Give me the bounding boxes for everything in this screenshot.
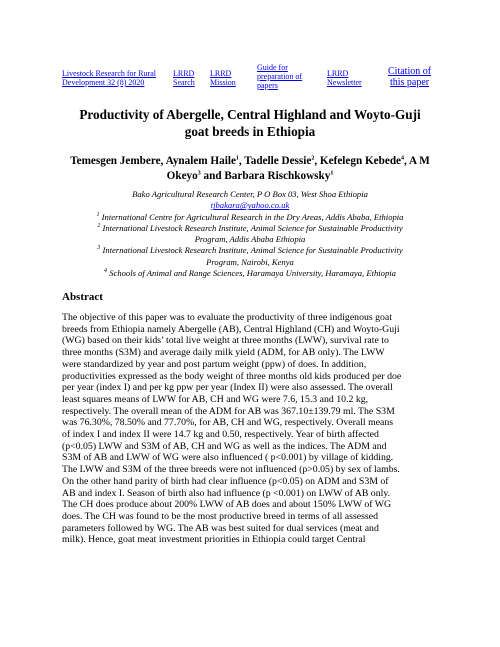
citation-link-line-1: Citation of (388, 66, 432, 77)
abstract-line: parameters followed by WG. The AB was best suited for dual services (meat and (62, 522, 379, 534)
abstract-line: The CH does produce about 200% LWW of AB does and about 150% LWW of WG (62, 499, 392, 511)
abstract-line: of index I and index II were 14.7 kg and 0.50, respectively. Year of birth affected (62, 429, 379, 441)
guide-link-line-3: papers (257, 81, 278, 90)
author-list (46, 154, 454, 184)
abstract-line: was 76.30%, 78.50% and 77.70%, for AB, CH and WG, respectively. Overall means (62, 417, 394, 429)
abstract-line: breeds from Ethiopia namely Abergelle (AB), Central Highland (CH) and Woyto-Guji (62, 323, 400, 335)
affiliation-4-number: 4 (104, 268, 108, 275)
abstract-line: (WG) based on their kids’ total live weight at three months (LWW), survival rate to (62, 335, 389, 347)
journal-issue-line-2: Development 32 (8) 2020 (62, 78, 145, 87)
author-5-part-1: , A M (404, 155, 430, 167)
author-6-affiliation: 1 (330, 170, 334, 177)
abstract-line: The LWW and S3M of the three breeds were not influenced (p>0.05) by sex of lambs. (62, 464, 400, 476)
mission-link-line-1: LRRD (210, 69, 232, 78)
author-2: Aynalem Haile (165, 155, 236, 167)
author-1: Temesgen Jembere, (70, 155, 166, 167)
abstract-line: were standardized by year and post partum weight (ppw) of does. In addition, (62, 358, 367, 370)
lrrd-search-link[interactable] (173, 69, 195, 87)
affiliation-3-number: 3 (97, 245, 101, 252)
abstract-line: three months (S3M) and average daily milk yield (ADM, for AB only). The LWW (62, 347, 385, 359)
title-line-2: goat breeds in Ethiopia (184, 124, 316, 139)
author-5-affiliation: 3 (197, 170, 201, 177)
abstract-line: least squares means of LWW for AB, CH and WG were 7.6, 15.3 and 10.2 kg, (62, 393, 369, 405)
abstract-heading: Abstract (62, 291, 103, 303)
journal-issue-line-1: Livestock Research for Rural (62, 69, 156, 78)
journal-issue-link[interactable] (62, 69, 156, 87)
affiliation-bako: Bako Agricultural Research Center, P O Box 03, West Shoa Ethiopia (132, 189, 368, 199)
citation-link[interactable] (388, 66, 431, 88)
top-navigation (62, 63, 472, 94)
abstract-body (62, 312, 450, 546)
affiliation-2-text-1: International Livestock Research Institute, Animal Science for Sustainable Productivity (102, 222, 403, 233)
paper-title (40, 106, 460, 140)
abstract-line: (p<0.05) LWW and S3M of AB, CH and WG as well as the indices. The ADM and (62, 440, 387, 452)
affiliation-4-text: Schools of Animal and Range Sciences, Haramaya University, Haramaya, Ethiopia (109, 268, 396, 279)
guide-for-papers-link[interactable] (257, 63, 302, 90)
affiliation-2-number: 2 (97, 223, 101, 230)
author-2-affiliation: 1 (235, 155, 239, 162)
newsletter-link-line-1: LRRD (327, 69, 349, 78)
abstract-line: The objective of this paper was to evaluate the productivity of three indigenous goat (62, 312, 392, 323)
author-4-affiliation: 4 (401, 155, 405, 162)
search-link-line-1: LRRD (173, 69, 195, 78)
author-3: , Tadelle Dessie (238, 155, 312, 167)
author-6: and Barbara Rischkowsky (200, 170, 331, 182)
abstract-line: respectively. The overall mean of the ADM for AB was 367.10±139.79 ml. The S3M (62, 405, 395, 417)
abstract-line: productivities expressed as the body weight of three months old kids produced per doe (62, 370, 402, 382)
search-link-line-2: Search (173, 78, 195, 87)
abstract-line: milk). Hence, goat meat investment priorities in Ethiopia could target Central (62, 534, 366, 546)
affiliation-2-text-2: Program, Addis Ababa Ethiopia (194, 234, 306, 245)
affiliation-2 (40, 223, 460, 234)
lrrd-newsletter-link[interactable] (327, 69, 362, 87)
affiliation-3-text-1: International Livestock Research Institute, Animal Science for Sustainable Productivity (102, 245, 403, 256)
author-5-part-2: Okeyo (166, 170, 198, 182)
newsletter-link-line-2: Newsletter (327, 78, 362, 87)
guide-link-line-2: preparation of (257, 72, 303, 81)
author-3-affiliation: 2 (311, 155, 315, 162)
abstract-line: On the other hand parity of birth had clear influence (p<0.05) on ADM and S3M of (62, 475, 389, 487)
affiliation-1-number: 1 (96, 211, 100, 218)
mission-link-line-2: Mission (210, 78, 236, 87)
affiliation-3 (40, 245, 460, 256)
abstract-line: S3M of AB and LWW of WG were also influenced ( p<0.001) by village of kidding. (62, 452, 394, 464)
guide-link-line-1: Guide for (257, 63, 288, 72)
affiliation-4 (40, 268, 460, 279)
affiliations (40, 189, 460, 279)
abstract-line: AB and index I. Season of birth also had influence (p <0.001) on LWW of AB only. (62, 487, 391, 499)
author-email-link[interactable]: tjbakara@yahoo.co.uk (210, 200, 290, 211)
citation-link-line-2: this paper (389, 77, 430, 88)
abstract-line: does. The CH was found to be the most productive breed in terms of all assessed (62, 510, 378, 522)
title-line-1: Productivity of Abergelle, Central Highland and Woyto-Guji (79, 107, 421, 122)
affiliation-1-text: International Centre for Agricultural Research in the Dry Areas, Addis Ababa, Ethiopia (101, 211, 404, 222)
lrrd-mission-link[interactable] (210, 69, 236, 87)
affiliation-3-text-2: Program, Nairobi, Kenya (206, 256, 294, 267)
author-4: , Kefelegn Kebede (314, 155, 402, 167)
abstract-line: per year (index I) and per kg ppw per year (Index II) were also assessed. The overall (62, 382, 393, 394)
affiliation-1 (40, 212, 460, 223)
